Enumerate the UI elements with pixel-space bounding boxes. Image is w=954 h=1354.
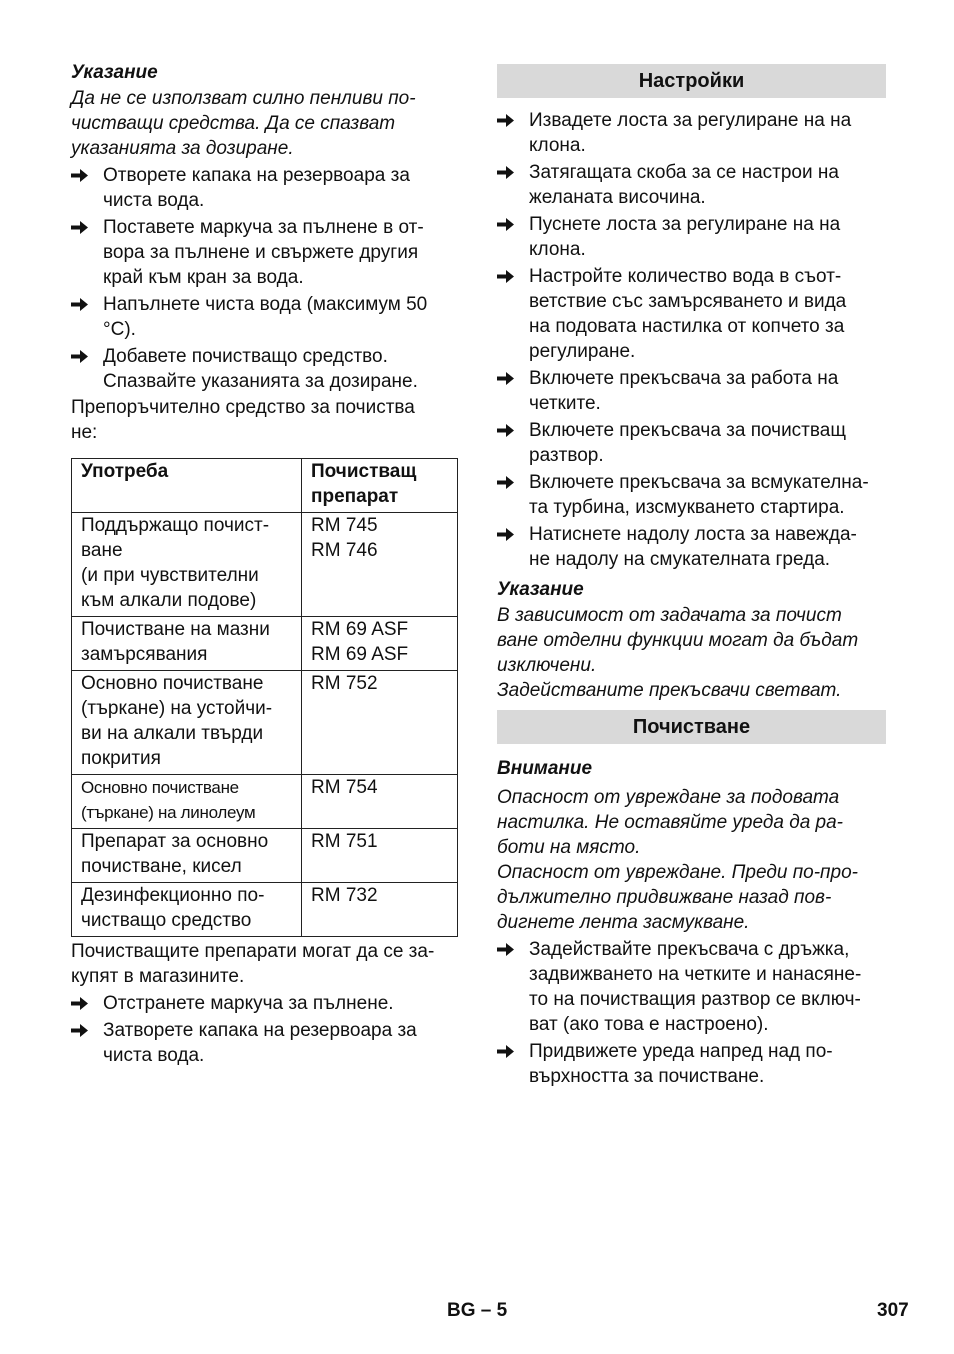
text-line: °C). bbox=[103, 319, 136, 340]
arrow-right-icon bbox=[71, 991, 93, 1016]
text-line: RM 751 bbox=[311, 831, 378, 852]
step-text bbox=[529, 937, 886, 1037]
text-line: RM 69 ASF bbox=[311, 619, 409, 640]
text-line: Поставете маркуча за пълнене в от- bbox=[103, 217, 424, 238]
text-line: вора за пълнене и свържете другия bbox=[103, 242, 419, 263]
text-line: Затягащата скоба за се настрои на bbox=[529, 162, 839, 183]
recommendation-text bbox=[71, 395, 459, 445]
text-line: замърсявания bbox=[81, 644, 208, 665]
cell-product bbox=[302, 883, 458, 937]
text-line: желаната височина. bbox=[529, 187, 706, 208]
note-heading-right: Указание bbox=[497, 579, 584, 600]
text-line: то на почистващия разтвор се включ- bbox=[529, 989, 861, 1010]
text-line: Включете прекъсвача за всмукателна- bbox=[529, 472, 869, 493]
arrow-right-icon bbox=[497, 160, 519, 185]
arrow-right-icon bbox=[497, 418, 519, 443]
step-text bbox=[529, 366, 886, 416]
step-text bbox=[529, 418, 886, 468]
arrow-right-icon bbox=[71, 215, 93, 240]
instruction-step bbox=[497, 366, 886, 416]
text-line: Почистващите препарати могат да се за- bbox=[71, 941, 435, 962]
instruction-step bbox=[497, 470, 886, 520]
text-line: не: bbox=[71, 422, 98, 443]
cell-use bbox=[72, 775, 302, 829]
instruction-step bbox=[497, 937, 886, 1037]
text-line: клона. bbox=[529, 239, 586, 260]
arrow-right-icon bbox=[497, 212, 519, 237]
text-line: Натиснете надолу лоста за навежда- bbox=[529, 524, 857, 545]
text-line: RM 754 bbox=[311, 777, 378, 798]
text-line: (и при чувствителни bbox=[81, 565, 259, 586]
arrow-right-icon bbox=[497, 470, 519, 495]
table-row bbox=[72, 671, 458, 775]
arrow-right-icon bbox=[71, 1018, 93, 1043]
step-text bbox=[103, 215, 459, 290]
text-line: клона. bbox=[529, 135, 586, 156]
text-line: край към кран за вода. bbox=[103, 267, 304, 288]
cell-use bbox=[72, 883, 302, 937]
text-line: ветствие със замърсяването и вида bbox=[529, 291, 847, 312]
text-line: RM 732 bbox=[311, 885, 378, 906]
text-line: чистващи средства. Да се спазват bbox=[71, 113, 396, 134]
warning-heading: Внимание bbox=[497, 758, 593, 779]
text-line: Поддържащо почист- bbox=[81, 515, 270, 536]
text-line: ват (ако това е настроено). bbox=[529, 1014, 769, 1035]
arrow-right-icon bbox=[71, 292, 93, 317]
text-line: чиста вода. bbox=[103, 1045, 205, 1066]
cell-product bbox=[302, 775, 458, 829]
text-line: дължително придвижване назад пов- bbox=[497, 887, 832, 908]
note-text-right bbox=[497, 603, 886, 703]
instruction-step bbox=[497, 264, 886, 364]
instruction-step bbox=[497, 212, 886, 262]
steps-finish bbox=[71, 991, 459, 1068]
text-line: настилка. Не оставяйте уреда да ра- bbox=[497, 812, 844, 833]
instruction-step bbox=[497, 160, 886, 210]
text-line: изключени. bbox=[497, 655, 597, 676]
text-line: Включете прекъсвача за работа на bbox=[529, 368, 839, 389]
step-text bbox=[103, 163, 459, 213]
arrow-right-icon bbox=[497, 264, 519, 289]
text-line: Настройте количество вода в съот- bbox=[529, 266, 842, 287]
step-text bbox=[103, 344, 459, 394]
arrow-right-icon bbox=[71, 163, 93, 188]
text-line: Почистване на мазни bbox=[81, 619, 270, 640]
instruction-step bbox=[71, 344, 459, 394]
instruction-step bbox=[497, 1039, 886, 1089]
text-line: Опасност от увреждане. Преди по-про- bbox=[497, 862, 858, 883]
table-header-row bbox=[72, 459, 458, 513]
text-line: Препарат за основно bbox=[81, 831, 269, 852]
instruction-step bbox=[497, 108, 886, 158]
text-line: ви на алкали твърди bbox=[81, 723, 264, 744]
text-line: покрития bbox=[81, 748, 161, 769]
text-line: не надолу на смукателната греда. bbox=[529, 549, 831, 570]
detergent-table bbox=[71, 458, 458, 937]
text-line: RM 69 ASF bbox=[311, 644, 409, 665]
cell-product bbox=[302, 617, 458, 671]
text-line: Задействаните прекъсвачи светват. bbox=[497, 680, 842, 701]
warning-text bbox=[497, 785, 886, 935]
step-text bbox=[529, 522, 886, 572]
text-line: Дезинфекционно по- bbox=[81, 885, 265, 906]
text-line: Задействайте прекъсвача с дръжка, bbox=[529, 939, 850, 960]
text-line: Препоръчително средство за почиства bbox=[71, 397, 415, 418]
text-line: Отворете капака на резервоара за bbox=[103, 165, 410, 186]
cell-use bbox=[72, 617, 302, 671]
arrow-right-icon bbox=[497, 366, 519, 391]
table-row bbox=[72, 513, 458, 617]
section-settings: Настройки bbox=[497, 64, 886, 98]
left-column bbox=[71, 60, 459, 1068]
text-line: Почистващ bbox=[311, 461, 417, 482]
text-line: Пуснете лоста за регулиране на на bbox=[529, 214, 841, 235]
header-use bbox=[72, 459, 302, 513]
section-cleaning: Почистване bbox=[497, 710, 886, 744]
text-line: RM 752 bbox=[311, 673, 378, 694]
instruction-step bbox=[497, 418, 886, 468]
step-text bbox=[529, 108, 886, 158]
table-row bbox=[72, 883, 458, 937]
text-line: Основно почистване bbox=[81, 778, 239, 797]
text-line: Да не се използват силно пенливи по- bbox=[71, 88, 416, 109]
text-line: Употреба bbox=[81, 461, 169, 482]
text-line: Затворете капака на резервоара за bbox=[103, 1020, 417, 1041]
instruction-step bbox=[71, 991, 459, 1016]
note-text bbox=[71, 86, 459, 161]
instruction-step bbox=[71, 292, 459, 342]
instruction-step bbox=[497, 522, 886, 572]
text-line: Придвижете уреда напред над по- bbox=[529, 1041, 833, 1062]
text-line: Включете прекъсвача за почистващ bbox=[529, 420, 846, 441]
text-line: Опасност от увреждане за подовата bbox=[497, 787, 840, 808]
cell-product bbox=[302, 513, 458, 617]
page-number: 307 bbox=[877, 1300, 909, 1321]
right-column bbox=[497, 64, 886, 1089]
steps-cleaning bbox=[497, 937, 886, 1089]
step-text bbox=[103, 292, 459, 342]
text-line: Основно почистване bbox=[81, 673, 264, 694]
text-line: почистване, кисел bbox=[81, 856, 242, 877]
text-line: Напълнете чиста вода (максимум 50 bbox=[103, 294, 428, 315]
text-line: задвижването на четките и нанасяне- bbox=[529, 964, 862, 985]
footer-language: BG – 5 bbox=[447, 1300, 508, 1321]
text-line: RM 746 bbox=[311, 540, 378, 561]
text-line: В зависимост от задачата за почист bbox=[497, 605, 842, 626]
step-text bbox=[529, 470, 886, 520]
text-line: (търкане) на устойчи- bbox=[81, 698, 273, 719]
cell-product bbox=[302, 829, 458, 883]
text-line: към алкали подове) bbox=[81, 590, 257, 611]
text-line: чиста вода. bbox=[103, 190, 205, 211]
text-line: ване отделни функции могат да бъдат bbox=[497, 630, 859, 651]
step-text bbox=[103, 991, 459, 1016]
table-row bbox=[72, 617, 458, 671]
text-line: върхността за почистване. bbox=[529, 1066, 765, 1087]
table-row bbox=[72, 775, 458, 829]
text-line: регулиране. bbox=[529, 341, 636, 362]
text-line: дигнете лента засмукване. bbox=[497, 912, 750, 933]
text-line: препарат bbox=[311, 486, 399, 507]
text-line: купят в магазините. bbox=[71, 966, 245, 987]
text-line: Извадете лоста за регулиране на на bbox=[529, 110, 852, 131]
arrow-right-icon bbox=[497, 937, 519, 962]
text-line: указанията за дозиране. bbox=[71, 138, 294, 159]
cell-use bbox=[72, 829, 302, 883]
text-line: боти на място. bbox=[497, 837, 641, 858]
step-text bbox=[529, 1039, 886, 1089]
step-text bbox=[529, 212, 886, 262]
text-line: четките. bbox=[529, 393, 601, 414]
cell-product bbox=[302, 671, 458, 775]
text-line: Добавете почистващо средство. bbox=[103, 346, 388, 367]
arrow-right-icon bbox=[497, 108, 519, 133]
text-line: Отстранете маркуча за пълнене. bbox=[103, 993, 394, 1014]
note-heading: Указание bbox=[71, 62, 158, 83]
text-line: Спазвайте указанията за дозиране. bbox=[103, 371, 418, 392]
arrow-right-icon bbox=[71, 344, 93, 369]
header-product bbox=[302, 459, 458, 513]
arrow-right-icon bbox=[497, 522, 519, 547]
steps-settings bbox=[497, 108, 886, 572]
cell-use bbox=[72, 513, 302, 617]
text-line: (търкане) на линолеум bbox=[81, 803, 256, 822]
step-text bbox=[529, 160, 886, 210]
cell-use bbox=[72, 671, 302, 775]
text-line: чистващо средство bbox=[81, 910, 252, 931]
text-line: RM 745 bbox=[311, 515, 378, 536]
text-line: разтвор. bbox=[529, 445, 604, 466]
instruction-step bbox=[71, 215, 459, 290]
instruction-step bbox=[71, 1018, 459, 1068]
text-line: на подовата настилка от копчето за bbox=[529, 316, 845, 337]
text-line: ване bbox=[81, 540, 123, 561]
arrow-right-icon bbox=[497, 1039, 519, 1064]
text-line: та турбина, изсмукването стартира. bbox=[529, 497, 845, 518]
step-text bbox=[529, 264, 886, 364]
instruction-step bbox=[71, 163, 459, 213]
shops-text bbox=[71, 939, 459, 989]
step-text bbox=[103, 1018, 459, 1068]
steps-fill bbox=[71, 163, 459, 394]
table-row bbox=[72, 829, 458, 883]
